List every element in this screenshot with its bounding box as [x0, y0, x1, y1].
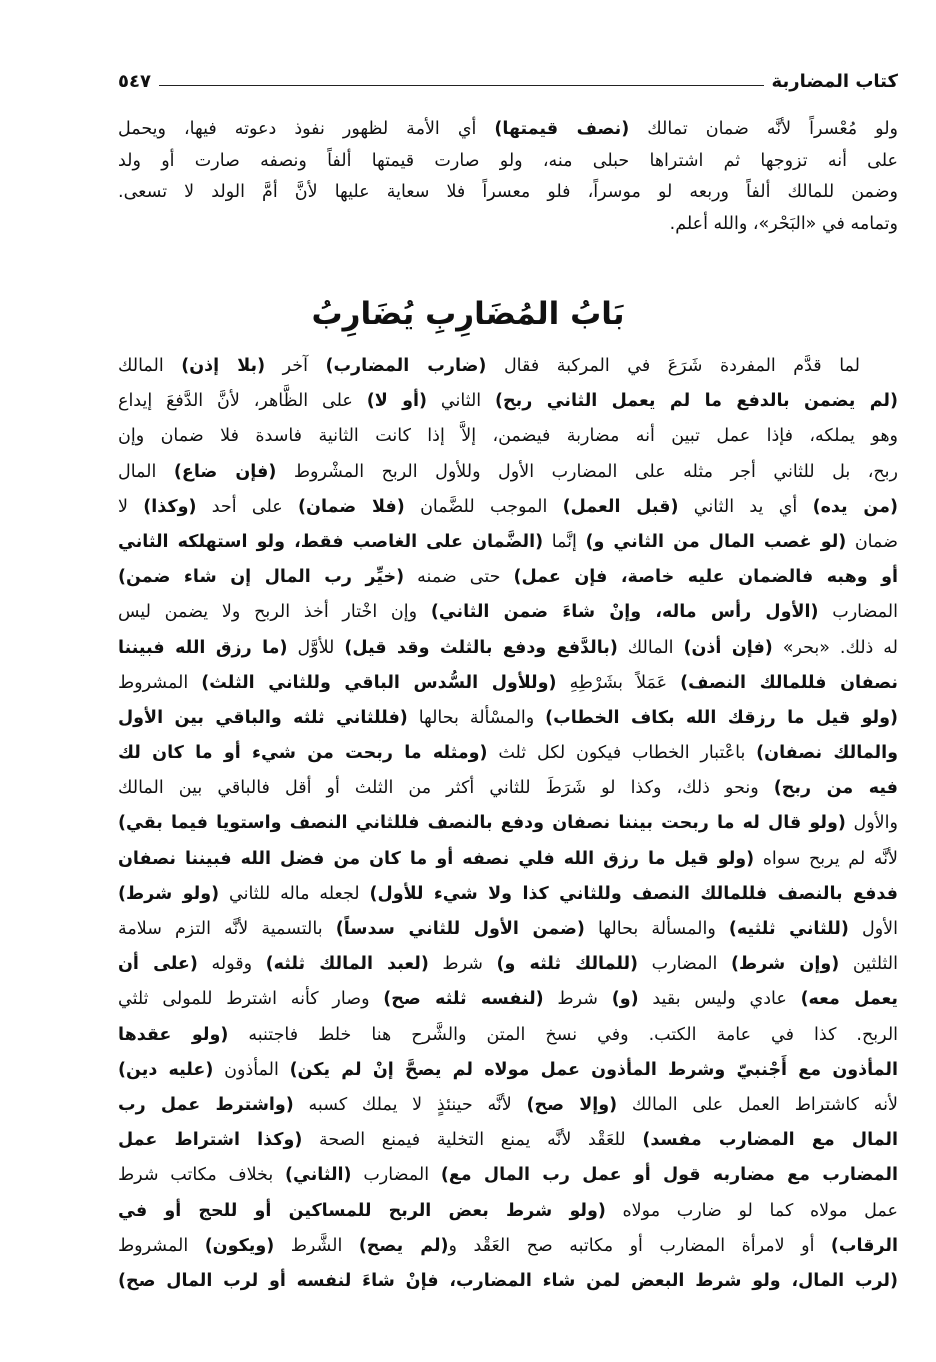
commentary-segment: والأول — [845, 813, 898, 834]
commentary-segment: ولو مُعْسراً لأنَّه ضمان تمالك — [629, 119, 898, 139]
commentary-segment: المضارب — [638, 954, 731, 975]
bold-matn-segment: (للمالك ثلثه و) — [496, 954, 639, 975]
commentary-segment: وضمن للمالك ألفاً وربعه لو موسراً، فلو معسراً فلا سعاية عليها لأنَّ أمَّ الولد لا تسعى. — [118, 182, 898, 203]
bold-matn-segment: (وكذا) — [143, 496, 197, 517]
text-line — [118, 912, 898, 947]
bold-matn-segment: (ولو قال له ما ربحت بيننا نصفان ودفع بالنصف فللثاني النصف واستويا فيما بقي) — [118, 813, 846, 834]
commentary-segment: شرط — [543, 989, 612, 1010]
bold-matn-segment: (ولو عقدها — [118, 1024, 229, 1045]
chapter-body — [118, 349, 898, 1299]
commentary-segment: وتمامه في «البَحْر»، والله أعلم. — [669, 213, 898, 234]
commentary-segment: إنَّما — [543, 531, 586, 552]
text-line — [118, 114, 898, 146]
bold-matn-segment: (فإن ضاع) — [173, 461, 277, 482]
bold-matn-segment: (للثاني ثلثيه) — [728, 919, 849, 939]
bold-matn-segment: (فإن أذن) — [683, 637, 773, 658]
bold-matn-segment: (و) — [611, 989, 639, 1010]
commentary-segment: الشَّرط — [274, 1235, 359, 1256]
text-line — [118, 560, 898, 595]
bold-matn-segment: (نصف قيمتها) — [494, 119, 630, 139]
commentary-segment: عمل مولاه كما لو ضارب مولاه — [605, 1200, 898, 1221]
commentary-segment: والمسألة بحالها — [584, 919, 729, 939]
bold-matn-segment: فيه من ربح) — [773, 778, 898, 799]
text-line — [118, 1264, 898, 1299]
bold-matn-segment: (لنفسه ثلثه صح) — [383, 989, 544, 1010]
bold-matn-segment: (لعبد المالك ثلثه) — [265, 954, 429, 975]
bold-matn-segment: (لم يصح) — [358, 1235, 449, 1256]
bold-matn-segment: (وللأول السُّدس الباقي وللثاني الثلث) — [201, 672, 557, 693]
text-line — [118, 1229, 898, 1264]
bold-matn-segment: (ما رزق الله فبيننا — [118, 637, 288, 658]
bold-matn-segment: (ولو قيل ما رزق الله فلي نصفه أو ما كان من فضل الله فبيننا نصفان — [118, 848, 755, 869]
bold-matn-segment: (فلا ضمان) — [298, 496, 405, 517]
text-line — [118, 806, 898, 841]
commentary-segment: حتى ضمنه — [404, 567, 514, 588]
commentary-segment: له ذلك. «بحر» — [772, 637, 898, 658]
commentary-segment: للأوَّل — [287, 637, 345, 658]
bold-matn-segment: (ضمن الأول للثاني سدساً) — [335, 919, 585, 939]
commentary-segment: المشروط — [118, 1235, 205, 1256]
text-line — [118, 209, 898, 241]
commentary-segment: عادي وليس بقيد — [638, 989, 801, 1010]
commentary-segment: ضمان — [846, 531, 898, 552]
commentary-segment: وصار كأنه اشترط للمولى ثلثي — [118, 989, 384, 1010]
book-title: كتاب المضاربة — [771, 71, 898, 92]
text-line — [118, 490, 898, 525]
commentary-segment: المشروط — [118, 672, 202, 693]
bold-matn-segment: (ولو شرط بعض الربح للمساكين أو للحج أو في — [118, 1200, 606, 1221]
commentary-segment: المال — [118, 461, 174, 482]
bold-matn-segment: (الضَّمان على الغاصب فقط، ولو استهلكه الثاني — [118, 531, 544, 552]
text-line — [118, 177, 898, 209]
bold-matn-segment: (على أن — [118, 954, 198, 975]
bold-matn-segment: (لرب المال، ولو شرط البعض لمن شاء المضارب، فإنْ شاءَ لنفسه أو لرب المال صح) — [118, 1270, 898, 1291]
commentary-segment: أي الأمة لظهور نفوذ دعوته فيها، ويحمل — [118, 119, 495, 139]
bold-matn-segment: (قبل العمل) — [562, 496, 679, 517]
text-line — [118, 525, 898, 560]
bold-matn-segment: (وإلا صح) — [526, 1094, 618, 1115]
bold-matn-segment: (فللثاني ثلثه والباقي بين الأول — [118, 707, 408, 728]
bold-matn-segment: (لم يضمن بالدفع ما لم يعمل الثاني ربح) — [495, 391, 898, 412]
commentary-segment: المأذون — [213, 1059, 290, 1080]
text-line — [118, 1088, 898, 1123]
bold-matn-segment: (ولو شرط) — [118, 883, 220, 904]
bold-matn-segment: (ويكون) — [204, 1235, 275, 1256]
commentary-segment: الربح. كذا في عامة الكتب. وفي نسخ المتن والشَّرح هنا خلط فاجتنبه — [228, 1024, 898, 1045]
commentary-segment: لا — [118, 496, 144, 517]
bold-matn-segment: (ضارب المضارب) — [325, 356, 487, 376]
bold-matn-segment: المال مع المضارب مفسد) — [642, 1130, 898, 1151]
bold-matn-segment: (خيِّر رب المال إن شاء ضمن) — [118, 567, 405, 588]
text-line — [118, 384, 898, 419]
text-line — [118, 1158, 898, 1193]
commentary-segment: الثلثين — [839, 954, 898, 975]
commentary-segment: ونحو ذلك، وكذا لو شَرَطَ للثاني أكثر من الثلث أو أقل فالباقي بين المالك — [118, 778, 774, 799]
bold-matn-segment: الرقاب) — [830, 1235, 898, 1256]
commentary-segment: أي يد الثاني — [678, 496, 813, 517]
commentary-segment: بخلاف مكاتب شرط — [118, 1165, 285, 1186]
commentary-segment: بالتسمية لأنَّه التزم سلامة — [118, 919, 336, 939]
commentary-segment: على أحد — [196, 496, 299, 517]
text-line — [118, 1123, 898, 1158]
commentary-segment: المالك — [118, 356, 182, 376]
commentary-segment: على الظَّاهر، لأنَّ الدَّفعَ إيداع — [118, 391, 367, 412]
commentary-segment: لأنه كاشتراط العمل على المالك — [617, 1094, 898, 1115]
bold-matn-segment: (من يده) — [812, 496, 898, 517]
text-line — [118, 146, 898, 178]
commentary-segment: أو لامرأة المضارب أو مكاتبه صح العَقْد و — [448, 1235, 831, 1256]
commentary-segment: لأنَّه لم يربح سواه — [754, 848, 898, 869]
text-line — [118, 455, 898, 490]
bold-matn-segment: (الأول رأس ماله، وإنْ شاءَ ضمن الثاني) — [430, 602, 819, 623]
text-line — [118, 947, 898, 982]
commentary-segment: للعَقْد لأنَّه يمنع التخلية فيمنع الصحة — [302, 1130, 643, 1151]
running-header — [118, 64, 898, 92]
bold-matn-segment: المأذون مع أَجْنبيّ وشرط المأذون عمل مولاه لم يصحَّ إنْ لم يكن) — [289, 1059, 898, 1080]
bold-matn-segment: (واشترط عمل رب — [118, 1094, 294, 1115]
bold-matn-segment: (وإن شرط) — [731, 954, 840, 975]
paragraph-continuation — [118, 114, 898, 240]
header-rule — [159, 85, 764, 86]
text-line — [118, 736, 898, 771]
bold-matn-segment: (ومثله ما ربحت من شيء أو ما كان لك — [118, 743, 488, 764]
commentary-segment: الموجب للضَّمان — [404, 496, 563, 517]
commentary-segment: آخر — [265, 356, 326, 376]
text-line — [118, 1053, 898, 1088]
commentary-segment: باعْتبار الخطاب فيكون لكل ثلث — [487, 743, 757, 764]
commentary-segment: المالك — [617, 637, 684, 658]
bold-matn-segment: فدفع بالنصف فللمالك النصف وللثاني كذا ولا شيء للأول) — [369, 883, 898, 904]
commentary-segment: الأول — [848, 919, 898, 939]
bold-matn-segment: المضارب مع مضاربه قول أو عمل رب المال مع) — [440, 1165, 898, 1186]
text-line — [118, 877, 898, 912]
bold-matn-segment: (بالدَّفع ودفع بالثلث وقد قيل) — [344, 637, 618, 658]
commentary-segment: عَمَلاً بشَرْطِهِ — [556, 672, 681, 693]
bold-matn-segment: (عليه دين) — [118, 1059, 214, 1080]
text-line — [118, 631, 898, 666]
commentary-segment: وهو يملكه، فإذا عمل تبين أنه مضاربة فيضمن، إلاَّ إذا كانت الثانية فاسدة فلا ضمان وإن — [118, 426, 898, 447]
commentary-segment: المضارب — [818, 602, 898, 623]
commentary-segment: لأنَّه حينئذٍ لا يملك كسبه — [293, 1094, 527, 1115]
commentary-segment: الثاني — [427, 391, 496, 412]
commentary-segment: ربح، بل للثاني أجر مثله على المضارب الأول وللأول الربح المشْروط — [276, 461, 898, 482]
commentary-segment: لما قدَّم المفردة شَرَعَ في المركبة فقال — [486, 356, 860, 376]
text-line — [118, 1018, 898, 1053]
bold-matn-segment: (الثاني) — [284, 1165, 352, 1186]
text-line — [118, 419, 898, 454]
commentary-segment: وقوله — [197, 954, 266, 975]
bold-matn-segment: (وكذا اشتراط عمل — [118, 1130, 303, 1151]
text-line — [118, 701, 898, 736]
chapter-title: بَابُ المُضَارِبِ يُضَارِبُ — [311, 296, 625, 332]
commentary-segment: شرط — [428, 954, 497, 975]
text-line — [118, 771, 898, 806]
text-line — [118, 595, 898, 630]
bold-matn-segment: (لو غصب المال من الثاني و) — [585, 531, 847, 552]
bold-matn-segment: نصفان فللمالك النصف) — [680, 672, 898, 693]
text-line — [118, 982, 898, 1017]
commentary-segment: والمسْألة بحالها — [407, 707, 546, 728]
bold-matn-segment: والمالك نصفان) — [756, 743, 898, 764]
page-number: ٥٤٧ — [118, 71, 151, 92]
text-line — [118, 666, 898, 701]
text-line — [118, 1194, 898, 1229]
text-line — [118, 842, 898, 877]
bold-matn-segment: أو وهبه فالضمان عليه خاصة، فإن عمل) — [513, 567, 898, 588]
bold-matn-segment: (بلا إذن) — [181, 356, 266, 376]
bold-matn-segment: (أو لا) — [366, 391, 428, 412]
commentary-segment: المضارب — [351, 1165, 441, 1186]
text-line — [118, 349, 898, 384]
bold-matn-segment: (ولو قيل ما رزقك الله بكاف الخطاب) — [545, 707, 898, 728]
commentary-segment: لجعله ماله للثاني — [219, 883, 370, 904]
bold-matn-segment: يعمل معه) — [800, 989, 898, 1010]
commentary-segment: وإن اخْتار أخذ الربح ولا يضمن ليس — [118, 602, 431, 623]
commentary-segment: على أنه تزوجها ثم اشتراها حبلى منه، ولو صارت قيمتها ألفاً ونصفه صارت أو ولد — [118, 150, 898, 171]
